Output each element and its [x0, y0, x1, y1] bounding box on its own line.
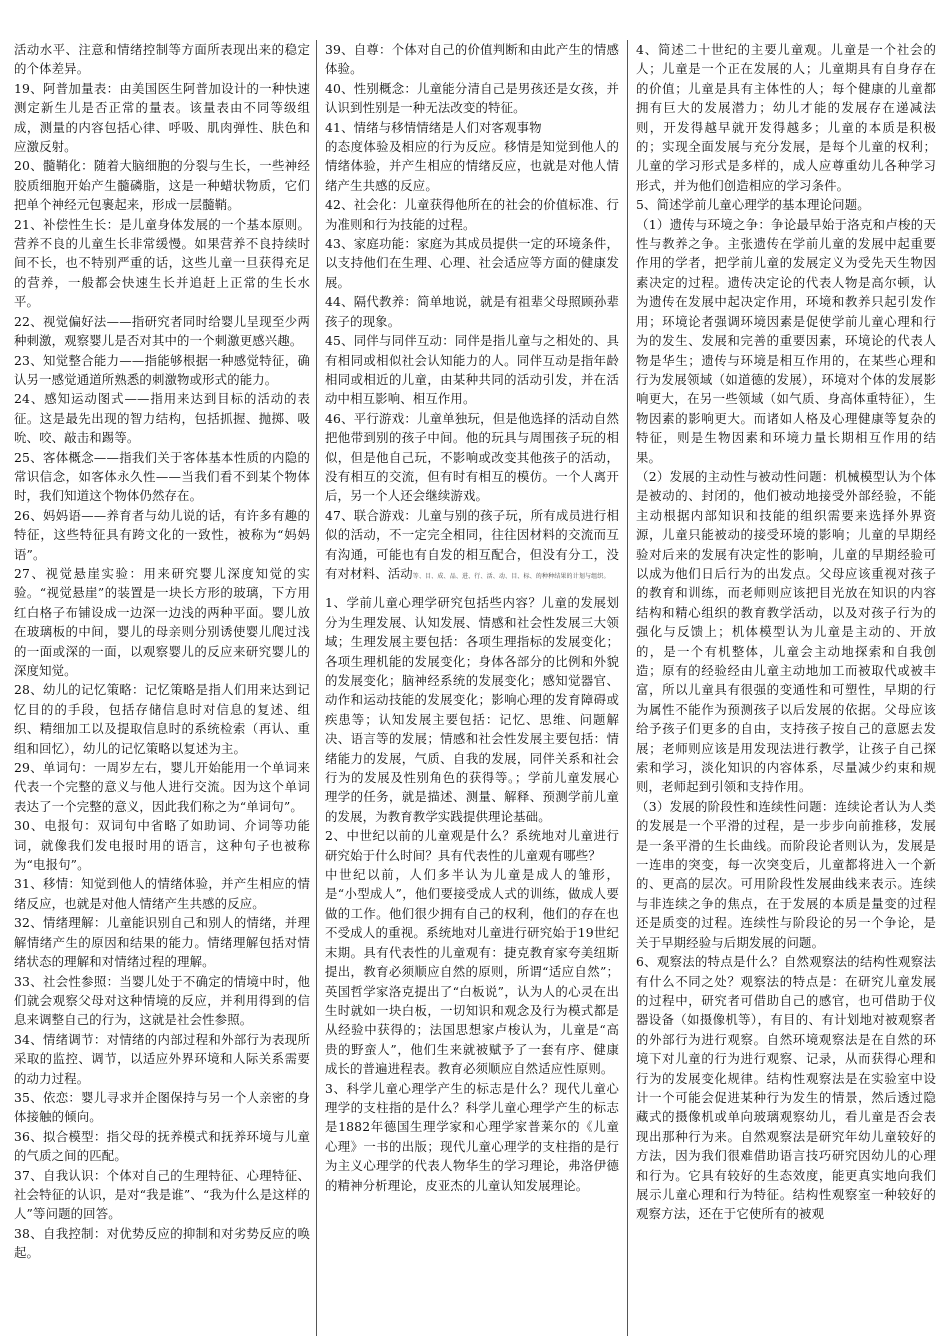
paragraph: 1、学前儿童心理学研究包括些内容？儿童的发展划分为生理发展、认知发展、情感和社会性发展三大领域；生理发展主要包括：各项生理指标的发展变化；各项生理机能的发展变化；身体各部分的比例和外貌的发展变化；脑神经系统的发展变化；感知觉器官、动作和运动技能的发展变化；影响心理的发育障碍或疾患等；认知发展主要包括：记忆、思维、问题解决、语言等的发展；情感和社会性发展主要包括：情绪能力的发展，气质、自我的发展，同伴关系和社会行为的发展及性别角色的获得等。；学前儿童发展心理学的任务，就是描述、测量、解释、预测学前儿童的发展，为教育教学实践提供理论基础。: [325, 595, 619, 824]
paragraph: 活动水平、注意和情绪控制等方面所表现出来的稳定的个体差异。: [14, 42, 310, 77]
paragraph: 35、依恋：婴儿寻求并企图保持与另一个人亲密的身体接触的倾向。: [14, 1089, 310, 1125]
paragraph: 45、同伴与同伴互动：同伴是指儿童与之相处的、具有相同或相似社会认知能力的人。同伴互动是指年龄相同或相近的儿童，由某种共同的活动引发，并在活动中相互影响、相互作用。: [325, 333, 619, 407]
paragraph: 中世纪以前，人们多半认为儿童是成人的雏形，是“小型成人”，他们要接受成人式的训练，做成人要做的工作。他们很少拥有自己的权利，他们的存在也不受成人的重视。系统地对儿童进行研究始于19世纪末期。具有代表性的儿童观有：捷克教育家夸美纽斯提出，教育必须顺应自然的原则，所谓“适应自然”；英国哲学家洛克提出了“白板说”，认为人的心灵在出生时就如一块白板，一切知识和观念及行为模式都是从经验中获得的；法国思想家卢梭认为，儿童是“高贵的野蛮人”，他们生来就被赋予了一套有序、健康成长的普遍进程表。教育必须顺应自然适应性原则。: [325, 867, 619, 1077]
document-page: [14, 40, 936, 1336]
definitions-block: [325, 40, 619, 506]
paragraph: 26、妈妈语——养育者与幼儿说的话，有许多有趣的特征，这些特征具有跨文化的一致性，被称为“妈妈语”。: [14, 507, 310, 562]
paragraph: 23、知觉整合能力——指能够根据一种感觉特征，确认另一感觉通道所熟悉的刺激物或形式的能力。: [14, 352, 310, 387]
column-middle: [316, 40, 628, 1336]
paragraph: （3）发展的阶段性和连续性问题：连续论者认为人类的发展是一个平滑的过程，是一步步向前推移，发展是一条平滑的生长曲线。而阶段论者则认为，发展是一连串的突变，每一次突变后，儿童都将进入一个新的、更高的层次。可用阶段性发展曲线来表示。连续与非连续之争的焦点，在于发展的本质是量变的过程还是质变的过程。连续性与阶段论的另一个争论，是关于早期经验与后期发展的问题。: [636, 798, 936, 950]
paragraph: 44、隔代教养：简单地说，就是有祖辈父母照顾孙辈孩子的现象。: [325, 294, 619, 329]
paragraph: 41、情绪与移情情绪是人们对客观事物: [325, 119, 542, 135]
paragraph: 25、客体概念——指我们关于客体基本性质的内隐的常识信念，如客体永久性——当我们看不到某个物体时，我们知道这个物体仍然存在。: [14, 449, 310, 504]
paragraph: [325, 506, 619, 584]
paragraph: 36、拟合模型：指父母的抚养模式和抚养环境与儿童的气质之间的匹配。: [14, 1128, 310, 1164]
paragraph: 46、平行游戏：儿童单独玩，但是他选择的活动自然把他带到别的孩子中间。他的玩具与周围孩子玩的相似，但是他自己玩，不影响或改变其他孩子的活动，没有相互的交流，但有时有相互的模仿。一个人离开后，另一个人还会继续游戏。: [325, 410, 619, 504]
paragraph: 24、感知运动图式——指用来达到目标的活动的表征。这是最先出现的智力结构，包括抓握、抛掷、吸吮、咬、敲击和踢等。: [14, 391, 310, 446]
paragraph: 42、社会化：儿童获得他所在的社会的价值标准、行为准则和行为技能的过程。: [325, 197, 619, 232]
paragraph: 5、简述学前儿童心理学的基本理论问题。: [636, 197, 870, 213]
paragraph: （2）发展的主动性与被动性问题：机械模型认为个体是被动的、封闭的，他们被动地接受外部经验，不能主动根据内部知识和技能的组织需要来选择外界资源，儿童只能被动的接受环境的影响；儿童的早期经验对后来的发展有决定性的影响，儿童的早期经验可以成为他们日后行为的出发点。父母应该重视对孩子的教育和训练，而老师则应该把目光放在知识的内容结构和精心组织的教育教学活动，以及对孩子行为的强化与反馈上；机体模型认为儿童是主动的、开放的，是一个有机整体，儿童会主动地探索和自我创造；原有的经验经由儿童主动地加工而被取代或被丰富，所以儿童具有很强的变通性和可塑性，早期的行为属性不能作为预测孩子以后发展的依据。父母应该给予孩子们更多的自由，支持孩子按自己的意愿去发展；老师则应该是用发现法进行教学，让孩子自己探索和学习，淡化知识的内容体系，尽量减少约束和规则，老师起到引领和支持作用。: [636, 468, 936, 795]
tiny-note: 等、目、成、品、进、行、活、动、目、标、的种种结果的计划与组织。: [412, 572, 610, 580]
paragraph: 40、性别概念：儿童能分清自己是男孩还是女孩，并认识到性别是一种无法改变的特征。: [325, 80, 619, 116]
paragraph: 3、科学儿童心理学产生的标志是什么？现代儿童心理学的支柱指的是什么？科学儿童心理学产生的标志是1882年德国生理学家和心理学家普莱尔的《儿童心理》一书的出版；现代儿童心理学的支柱指的是行为主义心理学的代表人物华生的学习理论，弗洛伊德的精神分析理论，皮亚杰的儿童认知发展理论。: [325, 1080, 619, 1193]
paragraph: 19、阿普加量表：由美国医生阿普加设计的一种快速测定新生儿是否正常的量表。该量表由不同等级组成，测量的内容包括心律、呼吸、肌肉弹性、肤色和应激反射。: [14, 80, 310, 155]
paragraph: 38、自我控制：对优势反应的抑制和对劣势反应的唤起。: [14, 1225, 310, 1261]
paragraph: 2、中世纪以前的儿童观是什么？系统地对儿童进行研究始于什么时间？具有代表性的儿童观有哪些？: [325, 828, 619, 863]
paragraph: 20、髓鞘化：随着大脑细胞的分裂与生长，一些神经胶质细胞开始产生髓磷脂，这是一种蜡状物质，它们把单个神经元包裹起来，形成一层髓鞘。: [14, 158, 310, 213]
paragraph-text: 47、联合游戏：儿童与别的孩子玩，所有成员进行相似的活动，不一定完全相同，往往因材料的交流而互有沟通，可能也有自发的相互配合，但没有分工，没有对材料、活动: [325, 507, 619, 581]
paragraph: 39、自尊：个体对自己的价值判断和由此产生的情感体验。: [325, 42, 619, 77]
paragraph: 4、简述二十世纪的主要儿童观。儿童是一个社会的人；儿童是一个正在发展的人；儿童期具有自身存在的价值；儿童是具有主体性的人；每个健康的儿童都拥有巨大的发展潜力；幼儿才能的发展存在递减法则，开发得越早就开发得越多；儿童的本质是积极的；实现全面发展与充分发展，是每个儿童的权利；儿童的学习形式是多样的，成人应尊重幼儿各种学习形式，并为他们创造相应的学习条件。: [636, 42, 936, 193]
section-gap: [325, 583, 619, 593]
questions-block: [325, 593, 619, 1195]
paragraph: 29、单词句：一周岁左右，婴儿开始能用一个单词来代表一个完整的意义与他人进行交流。因为这个单词表达了一个完整的意义，因此我们称之为“单词句”。: [14, 760, 310, 814]
paragraph: 34、情绪调节：对情绪的内部过程和外部行为表现所采取的监控、调节，以适应外界环境和人际关系需要的动力过程。: [14, 1031, 310, 1086]
column-right: [628, 40, 936, 1336]
paragraph: 28、幼儿的记忆策略：记忆策略是指人们用来达到记忆目的的手段，包括存储信息时对信息的复述、组织、精细加工以及提取信息时的系统检索（再认、重组和回忆），幼儿的记忆策略以复述为主。: [14, 682, 310, 756]
paragraph: 31、移情：知觉到他人的情绪体验，并产生相应的情绪反应，也就是对他人情绪产生共感的反应。: [14, 876, 310, 911]
paragraph: 的态度体验及相应的行为反应。移情是知觉到他人的情绪体验，并产生相应的情绪反应，也就是对他人情绪产生共感的反应。: [325, 139, 619, 193]
paragraph: 37、自我认识：个体对自己的生理特征、心理特征、社会特征的认识，是对“我是谁”、“我为什么是这样的人”等问题的回答。: [14, 1167, 310, 1222]
paragraph: （1）遗传与环境之争：争论最早始于洛克和卢梭的天性与教养之争。主张遗传在学前儿童的发展中起重要作用的学者，把学前儿童的发展定义为受先天生物因素决定的过程。遗传决定论的代表人物是高尔顿，认为遗传在发展中起决定作用，环境和教养只起引发作用；环境论者强调环境因素是促使学前儿童心理和行为的发生、发展和完善的重要因素，环境论的代表人物是华生；遗传与环境是相互作用的，在某些心理和行为发展领域（如道德的发展），环境对个体的发展影响更大，在另一些领域（如气质、身高体重特征），生物因素的影响更大。而诸如人格及心理健康等复杂的特征，则是生物因素和环境力量长期相互作用的结果。: [636, 216, 936, 465]
paragraph: 30、电报句：双词句中省略了如助词、介词等功能词，就像我们发电报时用的语言，这种句子也被称为“电报句”。: [14, 818, 310, 873]
paragraph: 21、补偿性生长：是儿童身体发展的一个基本原则。营养不良的儿童生长非常缓慢。如果营养不良持续时间不长，也不特别严重的话，这些儿童一旦获得充足的营养，一般都会快速生长并追赶上正常的生长水平。: [14, 216, 310, 310]
paragraph: 32、情绪理解：儿童能识别自己和别人的情绪，并理解情绪产生的原因和结果的能力。情绪理解包括对情绪状态的理解和对情绪过程的理解。: [14, 915, 310, 970]
paragraph: 27、视觉悬崖实验：用来研究婴儿深度知觉的实验。“视觉悬崖”的装置是一块长方形的玻璃，下方用红白格子布铺设成一边深一边浅的两种平面。婴儿放在玻璃板的中间，婴儿的母亲则分别诱使婴儿爬过浅的一面或深的一面，以观察婴儿的反应来研究婴儿的深度知觉。: [14, 565, 310, 678]
paragraph: 22、视觉偏好法——指研究者同时给婴儿呈现至少两种刺激，观察婴儿是否对其中的一个刺激更感兴趣。: [14, 313, 310, 349]
paragraph: 43、家庭功能：家庭为其成员提供一定的环境条件，以支持他们在生理、心理、社会适应等方面的健康发展。: [325, 236, 619, 290]
paragraph: 33、社会性参照：当婴儿处于不确定的情境中时，他们就会观察父母对这种情境的反应，并利用得到的信息来调整自己的行为，这就是社会性参照。: [14, 973, 310, 1028]
column-left: [14, 40, 316, 1336]
paragraph: 6、观察法的特点是什么？自然观察法的结构性观察法有什么不同之处？观察法的特点是：在研究儿童发展的过程中，研究者可借助自己的感官，也可借助于仪器设备（如摄像机等），有目的、有计划地对被观察者的外部行为进行观察。自然环境观察法是在自然的环境下对儿童的行为进行观察、记录，从而获得心理和行为的发展变化规律。结构性观察法是在实验室中设计一个可能会促进某种行为发生的情景，然后透过隐藏式的摄像机或单向玻璃观察幼儿，看儿童是否会表现出那种行为来。自然观察法是研究年幼儿童较好的方法，因为我们很难借助语言技巧研究因幼儿的心理和行为。它具有较好的生态效度，能更真实地向我们展示儿童心理和行为特征。结构性观察室一种较好的观察方法，还在于它使所有的被观: [636, 954, 936, 1222]
